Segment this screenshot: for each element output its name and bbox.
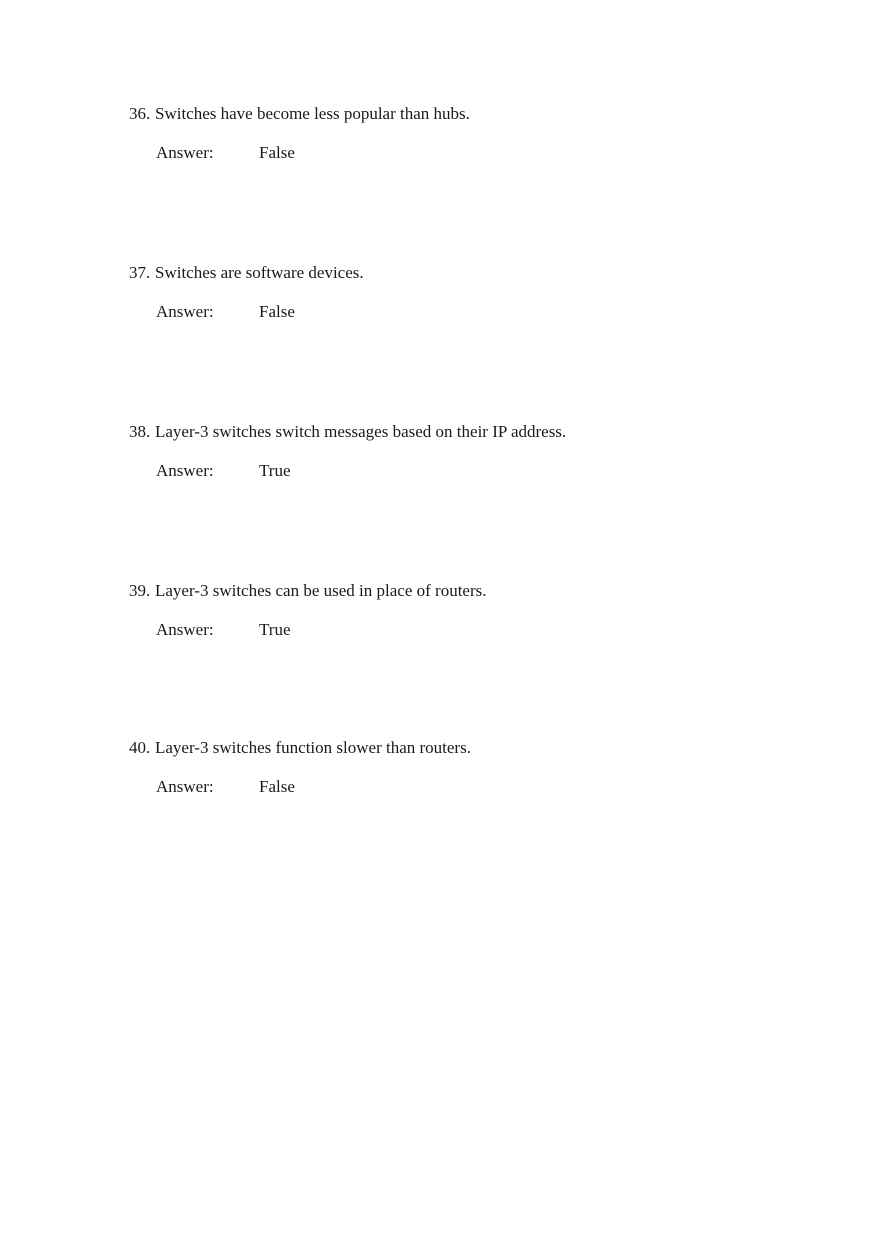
answer-label: Answer: — [156, 302, 214, 321]
question-line — [129, 421, 809, 443]
question-38 — [129, 421, 809, 482]
answer-value: False — [259, 302, 295, 321]
answer-line — [156, 619, 809, 641]
question-number: 37. — [129, 263, 151, 282]
answer-label: Answer: — [156, 620, 214, 639]
question-number: 40. — [129, 738, 151, 757]
question-text: Layer-3 switches function slower than routers. — [155, 738, 471, 757]
question-text: Switches are software devices. — [155, 263, 364, 282]
answer-line — [156, 776, 809, 798]
answer-label: Answer: — [156, 461, 214, 480]
answer-value: True — [259, 461, 291, 480]
answer-value: False — [259, 143, 295, 162]
question-36 — [129, 103, 809, 164]
answer-line — [156, 142, 809, 164]
answer-value: True — [259, 620, 291, 639]
question-number: 39. — [129, 581, 151, 600]
question-37 — [129, 262, 809, 323]
answer-label: Answer: — [156, 143, 214, 162]
question-line — [129, 580, 809, 602]
question-number: 36. — [129, 104, 151, 123]
question-text: Switches have become less popular than hubs. — [155, 104, 470, 123]
question-40 — [129, 737, 809, 798]
answer-line — [156, 301, 809, 323]
answer-value: False — [259, 777, 295, 796]
answer-line — [156, 460, 809, 482]
question-line — [129, 262, 809, 284]
question-line — [129, 737, 809, 759]
question-text: Layer-3 switches switch messages based on their IP address. — [155, 422, 567, 441]
question-number: 38. — [129, 422, 151, 441]
question-text: Layer-3 switches can be used in place of routers. — [155, 581, 487, 600]
question-39 — [129, 580, 809, 641]
question-line — [129, 103, 809, 125]
answer-label: Answer: — [156, 777, 214, 796]
